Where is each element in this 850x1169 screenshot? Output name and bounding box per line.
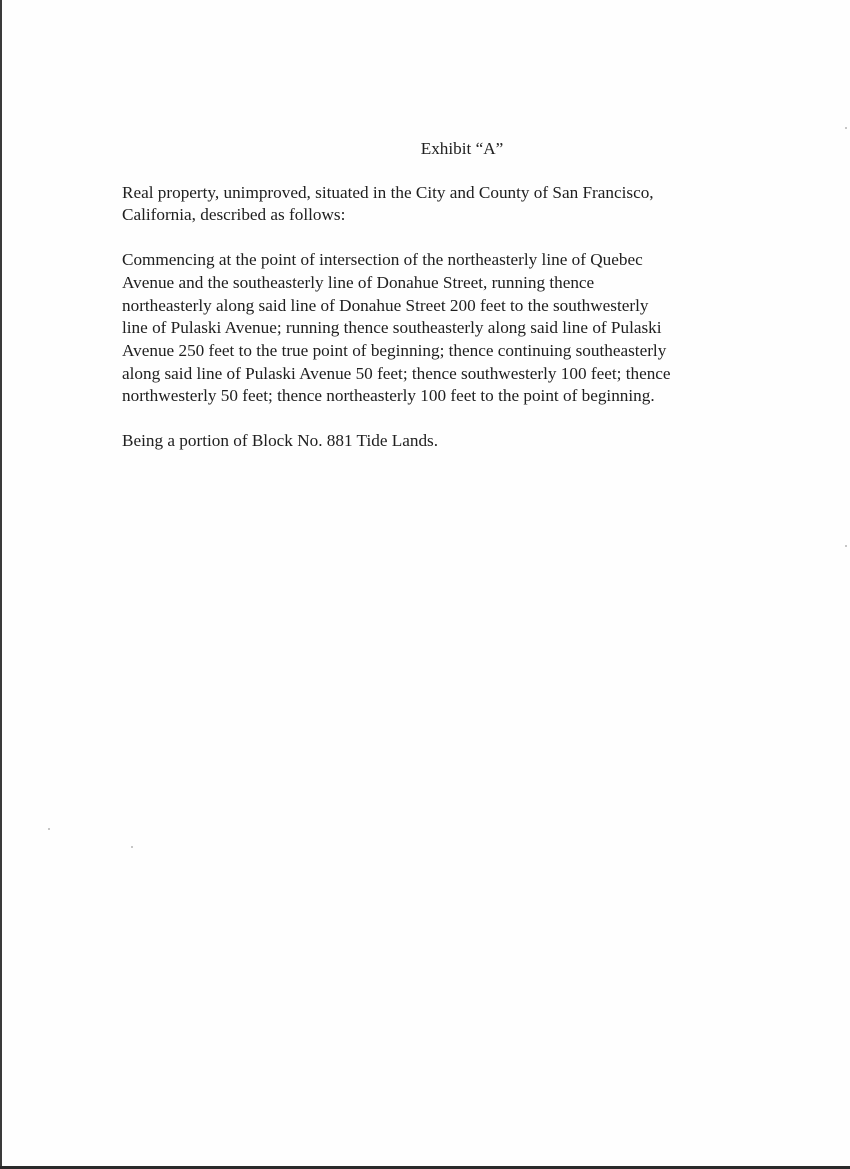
scan-speck [131,846,133,848]
text-line: Being a portion of Block No. 881 Tide Lands. [122,431,439,451]
exhibit-title: Exhibit “A” [420,139,504,158]
text-line: California, described as follows: [122,205,346,225]
text-line: line of Pulaski Avenue; running thence southeasterly along said line of Pulaski [122,318,662,338]
text-line: Avenue and the southeasterly line of Donahue Street, running thence [122,272,595,292]
legal-description-paragraph [122,249,752,408]
text-line: Avenue 250 feet to the true point of beginning; thence continuing southeasterly [122,340,667,360]
text-line: northeasterly along said line of Donahue Street 200 feet to the southwesterly [122,295,649,315]
document-body [122,138,752,475]
scan-speck [845,545,847,547]
block-reference-paragraph [122,430,752,453]
scan-speck [48,828,50,830]
text-line: Commencing at the point of intersection of the northeasterly line of Quebec [122,250,643,270]
text-line: along said line of Pulaski Avenue 50 feet; thence southwesterly 100 feet; thence [122,363,671,383]
property-intro-paragraph [122,182,752,227]
scan-speck [845,127,847,129]
text-line: Real property, unimproved, situated in the City and County of San Francisco, [122,182,654,202]
scan-edge-left [0,0,2,1169]
text-line: northwesterly 50 feet; thence northeasterly 100 feet to the point of beginning. [122,386,655,406]
